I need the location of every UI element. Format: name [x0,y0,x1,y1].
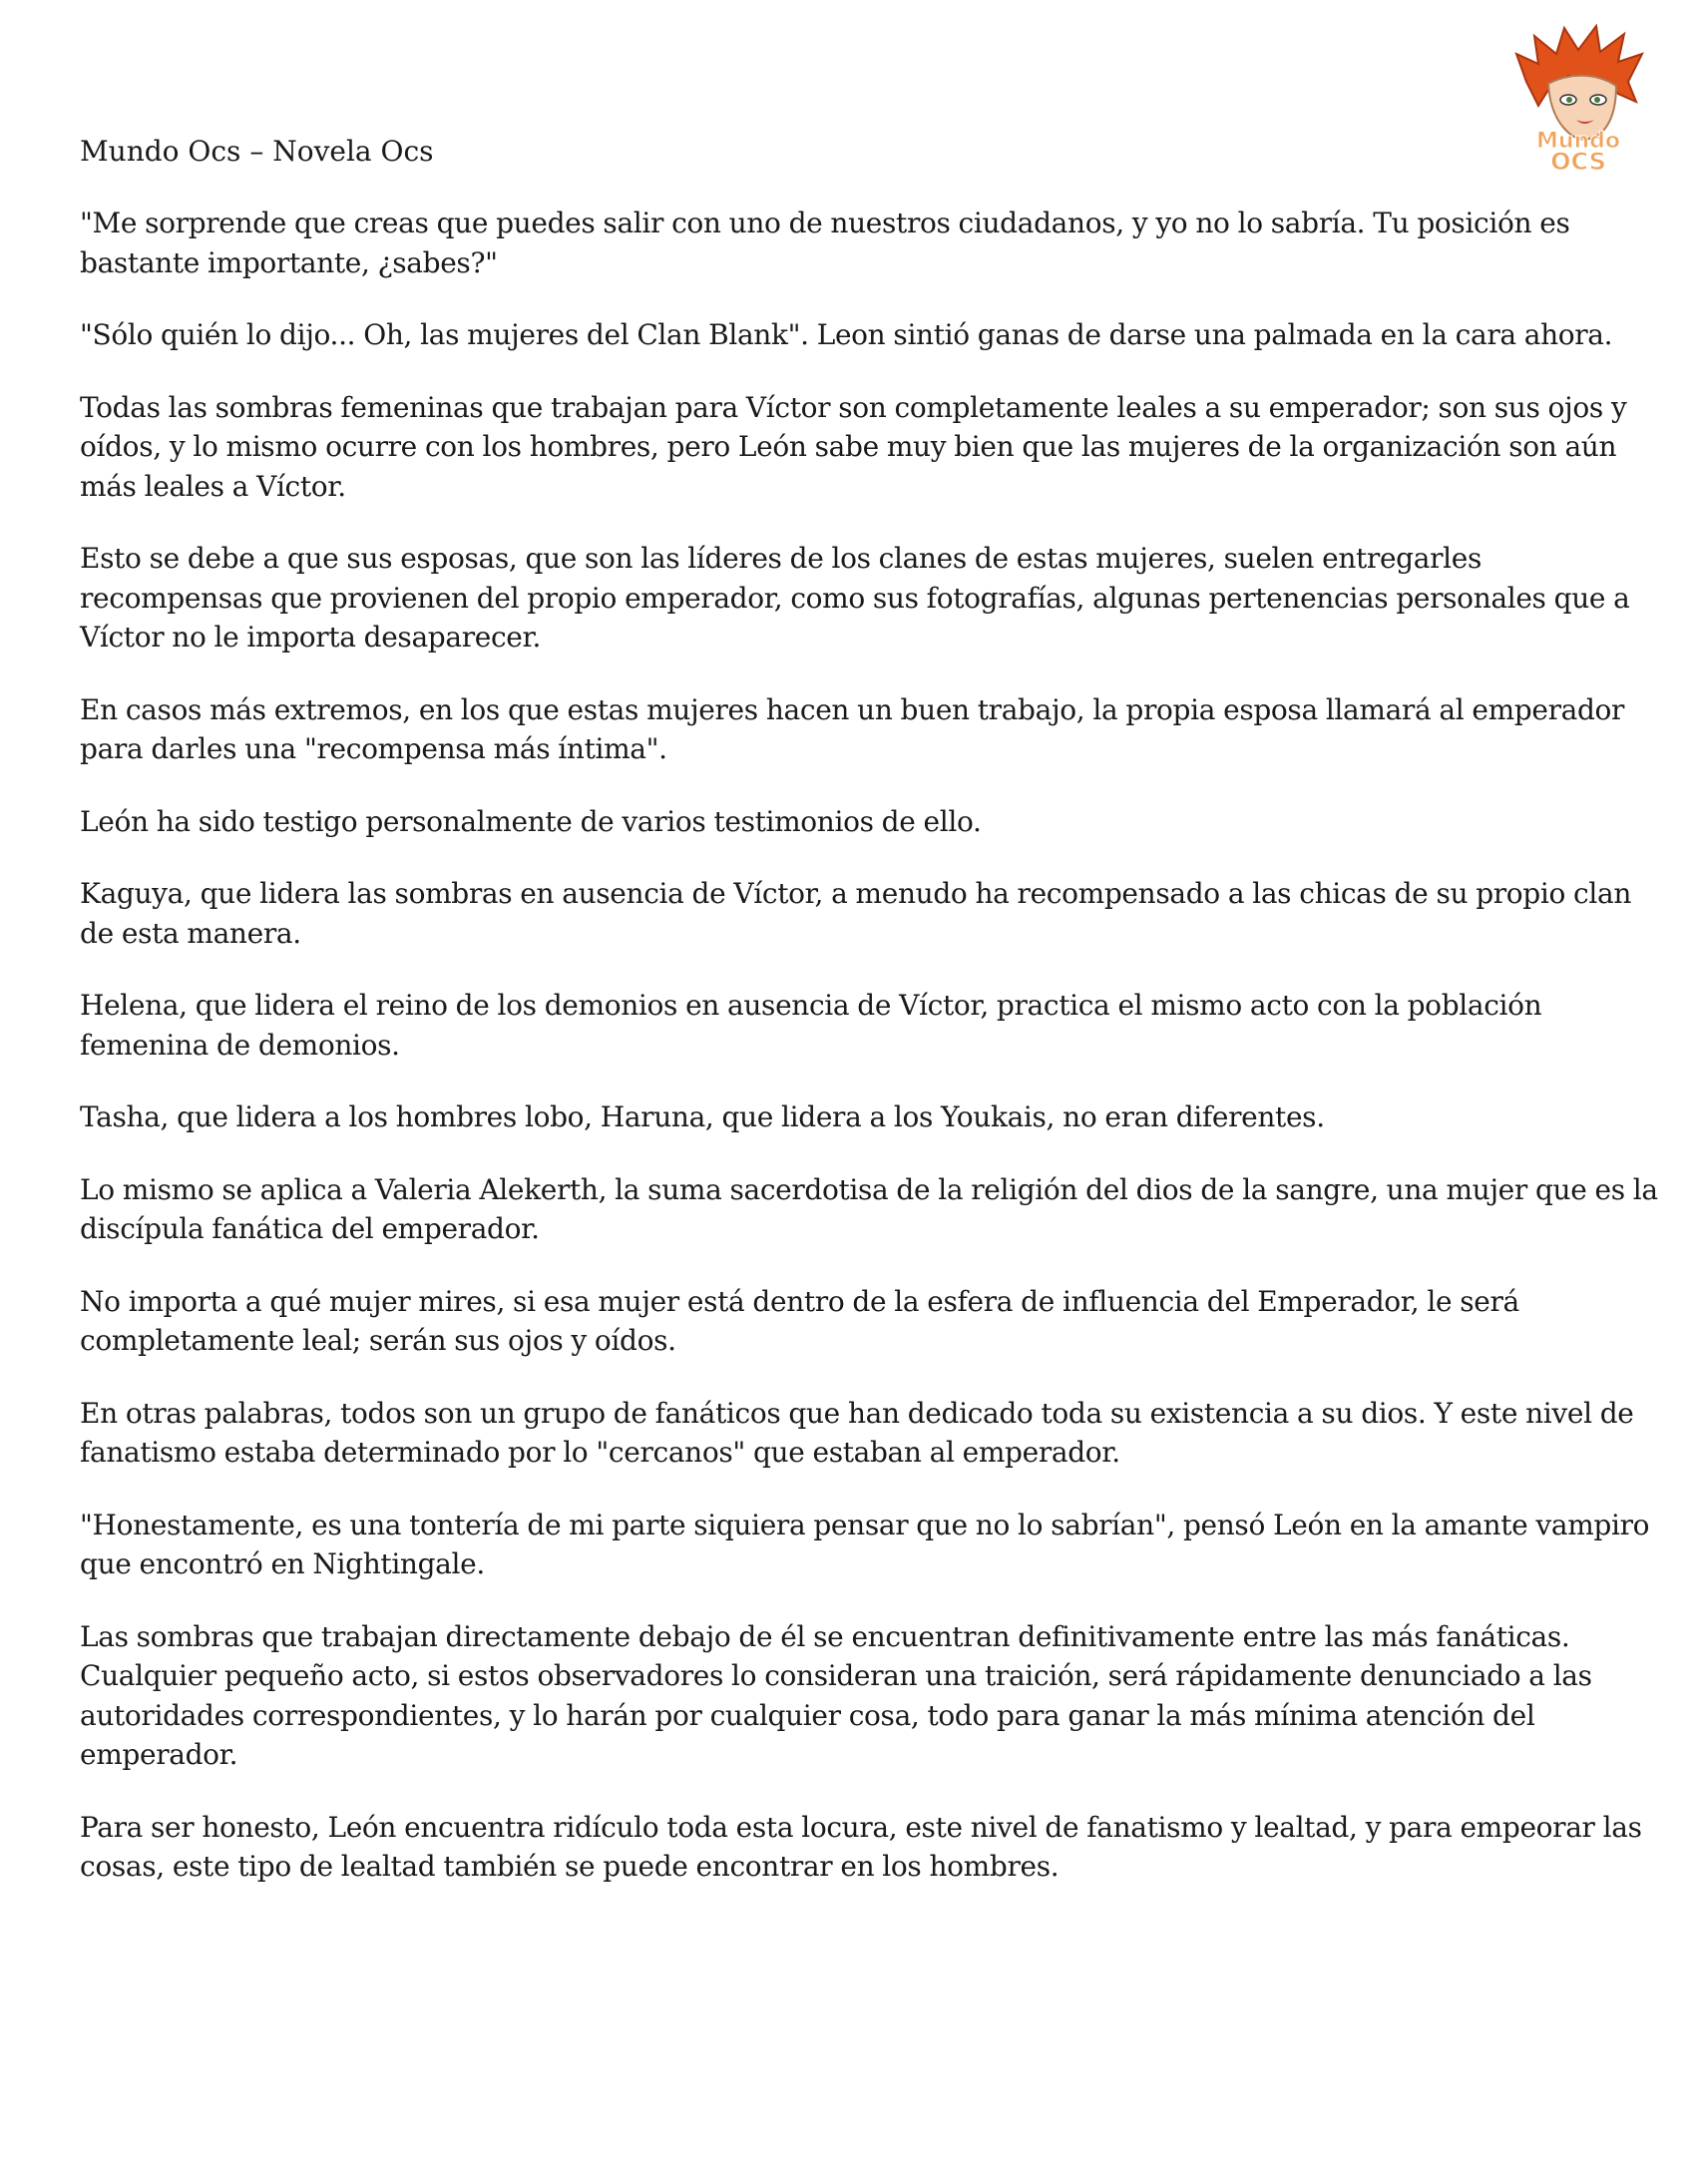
paragraph: En casos más extremos, en los que estas mujeres hacen un buen trabajo, la propia esposa llamará al emperador para darles una "recompensa más íntima". [80,692,1625,765]
paragraph: Lo mismo se aplica a Valeria Alekerth, la suma sacerdotisa de la religión del dios de la sangre, una mujer que es la discípula fanática del emperador. [80,1172,1658,1245]
paragraph: Kaguya, que lidera las sombras en ausencia de Víctor, a menudo ha recompensado a las chicas de su propio clan de esta manera. [80,877,1632,950]
logo-text-top: Mundo [1535,129,1621,154]
paragraph: "Me sorprende que creas que puedes salir con uno de nuestros ciudadanos, y yo no lo sabría. Tu posición es bastante importante, ¿sabes?" [80,207,1570,279]
paragraph: Helena, que lidera el reino de los demonios en ausencia de Víctor, practica el mismo acto con la población femenina de demonios. [80,989,1542,1062]
paragraph: Para ser honesto, León encuentra ridículo toda esta locura, este nivel de fanatismo y lealtad, y para empeorar las cosas, este tipo de lealtad también se puede encontrar en los hombres. [80,1810,1642,1883]
logo-text-bottom: OCS [1550,148,1606,174]
document-body [80,204,1661,1920]
mundo-ocs-logo [1508,24,1648,174]
document-header: Mundo Ocs – Novela Ocs [80,135,434,168]
paragraph: Esto se debe a que sus esposas, que son las líderes de los clanes de estas mujeres, suelen entregarles recompensas que provienen del propio emperador, como sus fotografías, algunas pertenencias personales que a Víctor no le importa desaparecer. [80,542,1630,654]
paragraph: "Sólo quién lo dijo... Oh, las mujeres del Clan Blank". Leon sintió ganas de darse una palmada en la cara ahora. [80,318,1613,351]
paragraph: En otras palabras, todos son un grupo de fanáticos que han dedicado toda su existencia a su dios. Y este nivel de fanatismo estaba determinado por lo "cercanos" que estaban al emperador. [80,1396,1634,1469]
paragraph: Todas las sombras femeninas que trabajan para Víctor son completamente leales a su emperador; son sus ojos y oídos, y lo mismo ocurre con los hombres, pero León sabe muy bien que las mujeres de la organización son aún más leales a Víctor. [80,390,1627,503]
paragraph: León ha sido testigo personalmente de varios testimonios de ello. [80,804,982,838]
paragraph: No importa a qué mujer mires, si esa mujer está dentro de la esfera de influencia del Emperador, le será completamente leal; serán sus ojos y oídos. [80,1284,1519,1357]
paragraph: Tasha, que lidera a los hombres lobo, Haruna, que lidera a los Youkais, no eran diferentes. [80,1100,1325,1133]
paragraph: "Honestamente, es una tontería de mi parte siquiera pensar que no lo sabrían", pensó León en la amante vampiro que encontró en Nightingale. [80,1508,1650,1580]
paragraph: Las sombras que trabajan directamente debajo de él se encuentran definitivamente entre las más fanáticas. Cualquier pequeño acto, si estos observadores lo consideran una traición, será rápidamente denunciado a las autoridades correspondientes, y lo harán por cualquier cosa, todo para ganar la más mínima atención del emperador. [80,1619,1592,1771]
